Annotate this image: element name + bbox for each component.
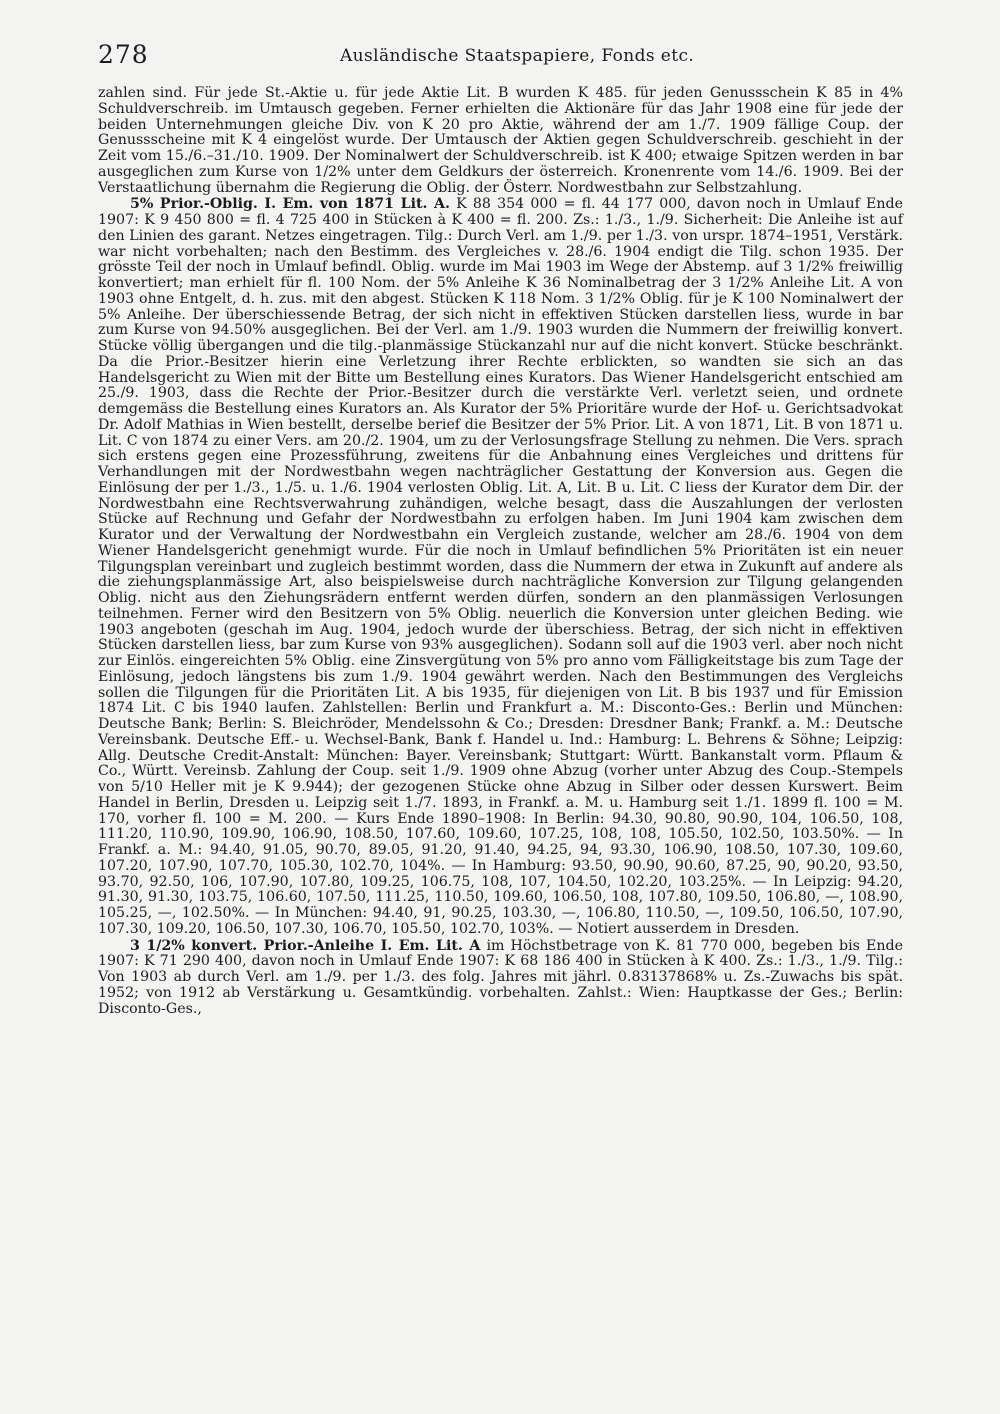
- paragraph-text: K 88 354 000 = fl. 44 177 000, davon noch in Umlauf Ende 1907: K 9 450 800 = fl. 4 725 400 in Stücken à K 400 = fl. 200. Zs.: 1./3., 1./9. Sicherheit: Die Anleihe ist auf den Linien des garant. Netzes eingetragen. Tilg.: Durch Verl. am 1./9. per 1./3. von urspr. 1874–1951, Verstärk. war nicht vorbehalten; nach den Bestimm. des Vergleiches v. 28./6. 1904 endigt die Tilg. schon 1935. Der grösste Teil der noch in Umlauf befindl. Oblig. wurde im Mai 1903 im Wege der Abstemp. auf 3 1/2% freiwillig konvertiert; man erhielt für fl. 100 Nom. der 5% Anleihe K 36 Nominalbetrag der 3 1/2% Anleihe Lit. A von 1903 ohne Entgelt, d. h. zus. mit den abgest. Stücken K 118 Nom. 3 1/2% Oblig. für je K 100 Nominalwert der 5% Anleihe. Der überschiessende Betrag, der sich nicht in effektiven Stücken darstellen liess, wurde in bar zum Kurse von 94.50% ausgeglichen. Bei der Verl. am 1./9. 1903 wurden die Nummern der freiwillig konvert. Stücke völlig übergangen und die tilg.-planmässige Stückanzahl nur auf die nicht konvert. Stücke beschränkt. Da die Prior.-Besitzer hierin eine Verletzung ihrer Rechte erblickten, so wandten sie sich an das Handelsgericht zu Wien mit der Bitte um Bestellung eines Kurators. Das Wiener Handelsgericht entschied am 25./9. 1903, dass die Rechte der Prior.-Besitzer durch die verstärkte Verl. verletzt seien, und ordnete demgemäss die Bestellung eines Kurators an. Als Kurator der 5% Prioritäre wurde der Hof- u. Gerichtsadvokat Dr. Adolf Mathias in Wien bestellt, derselbe berief die Besitzer der 5% Prior. Lit. A von 1871, Lit. B von 1871 u. Lit. C von 1874 zu einer Vers. am 20./2. 1904, um zu der Verlosungsfrage Stellung zu nehmen. Die Vers. sprach sich erstens gegen eine Prozessführung, zweitens für die Anbahnung eines Vergleiches und drittens für Verhandlungen mit der Nordwestbahn wegen nachträglicher Gestattung der Konversion aus. Gegen die Einlösung der per 1./3., 1./5. u. 1./6. 1904 verlosten Oblig. Lit. A, Lit. B u. Lit. C liess der Kurator dem Dir. der Nordwestbahn eine Rechtsverwahrung zuhändigen, welche besagt, dass die Auszahlungen der verlosten Stücke auf Rechnung und Gefahr der Nordwestbahn zu erfolgen haben. Im Juni 1904 kam zwischen dem Kurator und der Verwaltung der Nordwestbahn ein Vergleich zustande, welcher am 28./6. 1904 von dem Wiener Handelsgericht genehmigt wurde. Für die noch in Umlauf befindlichen 5% Prioritäten ist ein neuer Tilgungsplan vereinbart und zugleich bestimmt worden, dass die Nummern der etwa in Zukunft auf andere als die ziehungsplanmässige Art, also beispielsweise durch nachträgliche Konversion zur Tilgung gelangenden Oblig. nicht aus den Ziehungsrädern entfernt werden dürfen, sondern an den planmässigen Verlosungen teilnehmen. Ferner wird den Besitzern von 5% Oblig. neuerlich die Konversion unter gleichen Beding. wie 1903 angeboten (geschah im Aug. 1904, jedoch wurde der überschiess. Betrag, der sich nicht in effektiven Stücken darstellen liess, bar zum Kurse von 93% ausgeglichen). Sodann soll auf die 1903 verl. aber noch nicht zur Einlös. eingereichten 5% Oblig. eine Zinsvergütung von 5% pro anno vom Fälligkeitstage bis zum Tage der Einlösung, jedoch längstens bis zum 1./9. 1904 gewährt werden. Nach den Bestimmungen des Vergleichs sollen die Tilgungen für die Prioritäten Lit. A bis 1935, für diejenigen von Lit. B bis 1937 und für Emission 1874 Lit. C bis 1940 laufen. Zahlstellen: Berlin und Frankfurt a. M.: Disconto-Ges.: Berlin und München: Deutsche Bank; Berlin: S. Bleichröder, Mendelssohn & Co.; Dresden: Dresdner Bank; Frankf. a. M.: Deutsche Vereinsbank. Deutsche Eff.- u. Wechsel-Bank, Bank f. Handel u. Ind.: Hamburg: L. Behrens & Söhne; Leipzig: Allg. Deutsche Credit-Anstalt: München: Bayer. Vereinsbank; Stuttgart: Württ. Bankanstalt vorm. Pflaum & Co., Württ. Vereinsb. Zahlung der Coup. seit 1./9. 1909 ohne Abzug (vorher unter Abzug des Coup.-Stempels von 5/10 Heller mit je K 9.944); der gezogenen Stücke ohne Abzug in Silber oder dessen Kurswert. Beim Handel in Berlin, Dresden u. Leipzig seit 1./7. 1893, in Frankf. a. M. u. Hamburg seit 1./1. 1899 fl. 100 = M. 170, vorher fl. 100 = M. 200. — Kurs Ende 1890–1908: In Berlin: 94.30, 90.80, 90.90, 104, 106.50, 108, 111.20, 110.90, 109.90, 106.90, 108.50, 107.60, 109.60, 107.25, 108, 108, 105.50, 102.50, 103.50%. — In Frankf. a. M.: 94.40, 91.05, 90.70, 89.05, 91.20, 91.40, 94.25, 94, 93.30, 106.90, 108.50, 107.30, 109.60, 107.20, 107.90, 107.70, 105.30, 102.70, 104%. — In Hamburg: 93.50, 90.90, 90.60, 87.25, 90, 90.20, 93.50, 93.70, 92.50, 106, 107.90, 107.80, 109.25, 106.75, 108, 107, 104.50, 102.20, 103.25%. — In Leipzig: 94.20, 91.30, 91.30, 103.75, 106.60, 107.50, 111.25, 110.50, 109.60, 106.50, 108, 107.80, 109.50, 106.80, —, 108.90, 105.25, —, 102.50%. — In München: 94.40, 91, 90.25, 103.30, —, 106.80, 110.50, —, 109.50, 106.50, 107.90, 107.30, 109.20, 106.50, 107.30, 106.70, 105.50, 102.70, 103%. — Notiert ausserdem in Dresden.: [98, 196, 903, 937]
- section-heading: 3 1/2% konvert. Prior.-Anleihe I. Em. Lit. A: [130, 937, 481, 954]
- paragraph-text: im Höchstbetrage von K. 81 770 000, begeben bis Ende 1907: K 71 290 400, davon noch in Umlauf Ende 1907: K 68 186 400 in Stücken à K 400. Zs.: 1./3., 1./9. Tilg.: Von 1903 ab durch Verl. am 1./9. per 1./3. des folg. Jahres mit jährl. 0.83137868% u. Zs.-Zuwachs bis spät. 1952; von 1912 ab Verstärkung u. Gesamtkündig. vorbehalten. Zahlst.: Wien: Hauptkasse der Ges.; Berlin: Disconto-Ges.,: [98, 937, 903, 1017]
- paragraph-text: zahlen sind. Für jede St.-Aktie u. für jede Aktie Lit. B wurden K 485. für jeden Genussschein K 85 in 4% Schuldverschreib. im Umtausch gegeben. Ferner erhielten die Aktionäre für das Jahr 1908 eine für jede der beiden Unternehmungen gleiche Div. von K 20 pro Aktie, während der am 1./7. 1909 fällige Coup. der Genussscheine mit K 4 eingelöst wurde. Der Umtausch der Aktien gegen Schuldverschreib. geschieht in der Zeit vom 15./6.–31./10. 1909. Der Nominalwert der Schuldverschreib. ist K 400; etwaige Spitzen werden in bar ausgeglichen zum Kurse von 1/2% unter dem Geldkurs der österreich. Kronenrente vom 14./6. 1909. Bei der Verstaatlichung übernahm die Regierung die Oblig. der Österr. Nordwestbahn zur Selbstzahlung.: [98, 85, 903, 196]
- page-number: 278: [98, 40, 149, 69]
- running-title: Ausländische Staatspapiere, Fonds etc.: [340, 46, 695, 66]
- paragraph-continuation: [98, 86, 903, 196]
- body-text: [98, 86, 903, 1017]
- paragraph-konvert-prior-anleihe: [98, 939, 903, 1018]
- paragraph-prior-oblig-1871: [98, 197, 903, 937]
- page-header: [98, 40, 903, 76]
- section-heading: 5% Prior.-Oblig. I. Em. von 1871 Lit. A.: [130, 196, 450, 213]
